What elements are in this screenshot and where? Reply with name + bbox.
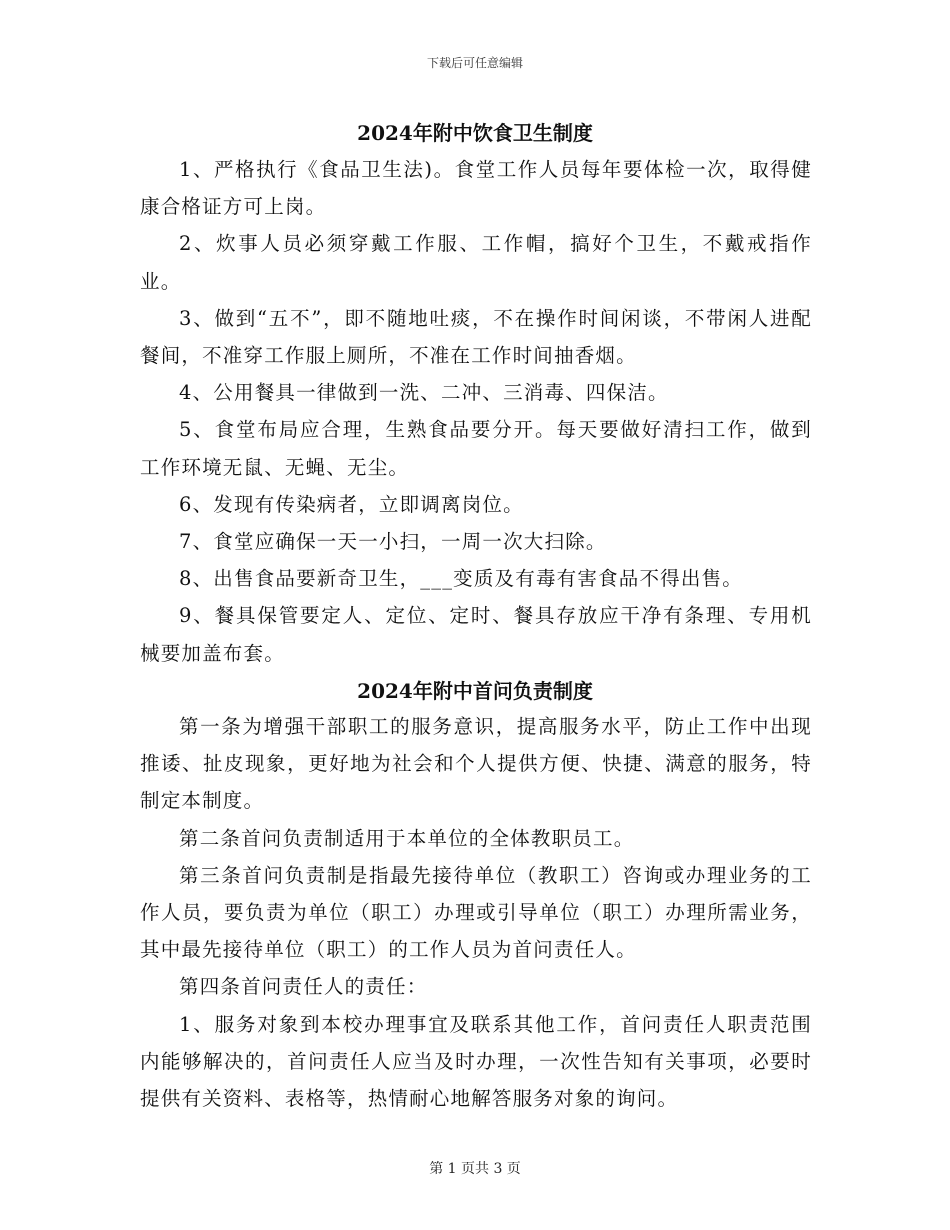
rule-paragraph: 7、食堂应确保一天一小扫，一周一次大扫除。 (179, 530, 607, 554)
page-header-note: 下载后可任意编辑 (426, 56, 523, 70)
rule-paragraph: 8、出售食品要新奇卫生，___变质及有毒有害食品不得出售。 (179, 567, 743, 591)
article-paragraph: 第三条首问负责制是指最先接待单位（教职工）咨询或办理业务的工作人员，要负责为单位（职工）办理或引导单位（职工）办理所需业务，其中最先接待单位（职工）的工作人员为首问责任人。 (140, 863, 812, 962)
rule-paragraph: 2、炊事人员必须穿戴工作服、工作帽，搞好个卫生，不戴戒指作业。 (140, 232, 812, 293)
article-paragraph: 1、服务对象到本校办理事宜及联系其他工作，首问责任人职责范围内能够解决的，首问责任人应当及时办理，一次性告知有关事项，必要时提供有关资料、表格等，热情耐心地解答服务对象的询问。 (140, 1012, 812, 1111)
rule-paragraph: 6、发现有传染病者，立即调离岗位。 (179, 492, 524, 516)
article-paragraph: 第二条首问负责制适用于本单位的全体教职员工。 (179, 826, 635, 850)
rule-paragraph: 4、公用餐具一律做到一洗、二冲、三消毒、四保洁。 (179, 381, 669, 405)
food-hygiene-rules (140, 151, 812, 672)
page-number: 第 1 页共 3 页 (429, 1161, 521, 1177)
article-paragraph: 第四条首问责任人的责任： (179, 975, 428, 999)
document-title-food-hygiene: 2024年附中饮食卫生制度 (357, 121, 593, 145)
rule-paragraph: 9、餐具保管要定人、定位、定时、餐具存放应干净有条理、专用机械要加盖布套。 (140, 604, 812, 665)
rule-paragraph: 1、严格执行《食品卫生法)。食堂工作人员每年要体检一次，取得健康合格证方可上岗。 (140, 158, 812, 219)
rule-paragraph: 5、食堂布局应合理，生熟食品要分开。每天要做好清扫工作，做到工作环境无鼠、无蝇、无尘。 (140, 418, 812, 479)
document-title-first-inquiry: 2024年附中首问负责制度 (357, 679, 593, 703)
article-paragraph: 第一条为增强干部职工的服务意识，提高服务水平，防止工作中出现推诿、扯皮现象，更好地为社会和个人提供方便、快捷、满意的服务，特制定本制度。 (140, 715, 812, 813)
rule-paragraph: 3、做到“五不”，即不随地吐痰，不在操作时间闲谈，不带闲人进配餐间，不准穿工作服上厕所，不准在工作时间抽香烟。 (140, 306, 812, 368)
first-inquiry-rules (140, 708, 812, 1117)
